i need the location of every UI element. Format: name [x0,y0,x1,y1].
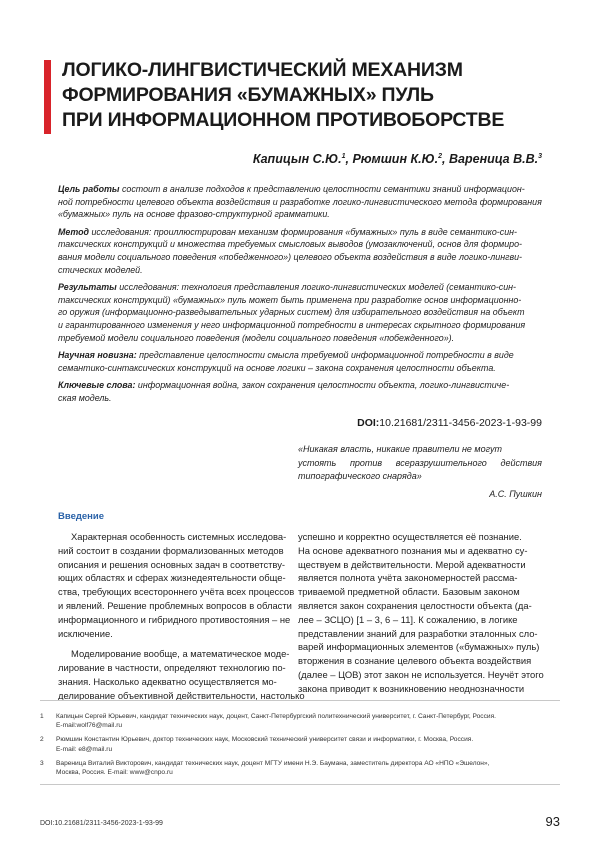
body-line: ства, требующих всестороннего учёта всех процессов [58,586,295,598]
abstract-label: Метод [58,226,90,237]
body-line: делирование объективной действительности, настолько [58,689,305,701]
author-footnote-ref: 1 [341,152,346,160]
article-title [62,58,562,133]
footnote-text: Вареница Виталий Викторович, кандидат технических наук, доцент МГТУ имени Н.Э. Баумана, заместитель директора АО «НПО «Эшелон», [56,759,490,767]
footnote-text: E-mail: e8@mail.ru [56,745,113,753]
epigraph-word: против [349,457,383,468]
abstract-text: исследования: технология представления логико-лингвистических моделей (семантико-син- [116,282,516,293]
body-line: закона приводит к возникновению неоднозначности [298,682,525,694]
footnotes [40,712,560,782]
abstract-text: «бумажных» пуль на основе фразово-структурной грамматики. [58,209,330,220]
body-line: ющих областях и сферах жизнедеятельности обще- [58,572,286,584]
epigraph-word: действия [500,457,542,468]
body-line: информационного и гибридного противостояния – не [58,613,291,625]
body-line: Характерная особенность системных исследова- [58,531,287,542]
author-separator: , [442,152,449,166]
abstract-label: Результаты [58,282,117,293]
body-line: лее – ЗСЦО) [1 – 3, 6 – 11]. К сожалению, в логике [298,613,518,625]
footnote-number: 3 [40,759,44,767]
abstract-label: Научная новизна: [58,350,137,361]
title-line: ЛОГИКО-ЛИНГВИСТИЧЕСКИЙ МЕХАНИЗМ [62,59,463,81]
epigraph-line: «Никакая власть, никакие правители не могут [298,444,503,454]
body-column-left [58,530,305,703]
body-line: является закон сохранения целостности объекта (да- [298,599,532,611]
footnote-divider [40,700,560,701]
body-line: представлении знаний для разработки эталонных сло- [298,627,538,639]
footnote [40,735,560,753]
footnote-text: Капицын Сергей Юрьевич, кандидат технических наук, доцент, Санкт-Петербургский политехнический университет, г. Санкт-Петербург, Россия. [56,713,496,720]
footnote-number: 2 [40,736,44,744]
abstract [58,183,543,405]
epigraph-line [298,457,542,471]
body-line: ществуем в действительности. Мерой адекватности [298,558,526,570]
article-doi [357,417,542,429]
body-line: является полнота учёта закономерностей рассма- [298,572,518,584]
body-column-right [298,530,543,696]
abstract-text: таксических конструкций) «бумажных» пуль может быть применена при разработке основ информационно- [58,294,522,305]
footnote [40,712,560,730]
footnote-text: E-mail:wolf76@mail.ru [56,722,123,730]
abstract-text: семантико-синтаксических конструкций на основе логики – закона сохранения целостности объекта. [58,362,496,373]
abstract-text: таксических конструкций и множества требуемых смысловых выводов (умозаключений, основ для формиро- [58,239,522,250]
abstract-method [58,226,543,276]
body-line: варей информационных элементов («бумажных» пуль) [298,641,540,653]
title-accent-bar [44,60,51,134]
epigraph-line: типографического снаряда» [298,471,422,481]
abstract-novelty [58,349,543,374]
body-line: Моделирование вообще, а математическое моде- [58,648,290,660]
epigraph-author: А.С. Пушкин [489,488,542,499]
footer-doi: DOI:10.21681/2311-3456-2023-1-93-99 [40,820,163,827]
abstract-label: Ключевые слова: [58,380,136,391]
abstract-text: ной потребности целевого объекта воздействия и разработке логико-лингвистического метода формирования [58,196,542,207]
authors-line [253,152,542,166]
body-line: вторжения в сознание целевого объекта воздействия [298,655,532,667]
footnote-number: 1 [40,713,44,720]
abstract-label: Цель работы [58,184,120,194]
footer-divider [40,784,560,785]
author-name: Вареница В.В. [449,152,539,166]
page-number: 93 [545,814,560,829]
abstract-text: представление целостности смысла требуемой информационной потребности в виде [136,350,514,361]
section-heading: Введение [58,511,105,522]
body-line: исключение. [58,627,113,639]
abstract-text: информационная война, закон сохранения целостности объекта, логико-лингвистиче- [135,380,510,391]
footnote-text: Рюмшин Константин Юрьевич, доктор технических наук, Московский технический университет связи и информатики, г. Москва, Россия. [56,736,474,744]
abstract-keywords [58,379,543,404]
body-line: На основе адекватного познания мы и адекватно су- [298,544,528,556]
abstract-goal [58,183,543,221]
epigraph-word: всеразрушительного [395,457,487,468]
author-separator: , [345,152,353,166]
epigraph [298,443,542,501]
body-line: триваемой предметной области. Базовым законом [298,586,520,598]
body-line: описания и решения основных задач в соответству- [58,558,286,570]
body-line: (далее – ЦОВ) этот закон не используется. Неучёт этого [298,668,544,680]
abstract-text: ская модель. [58,392,112,403]
abstract-text: го оружия (информационно-разведывательных ударных систем) для избирательного воздействия на объект [58,307,525,318]
title-line: ПРИ ИНФОРМАЦИОННОМ ПРОТИВОБОРСТВЕ [62,109,505,131]
doi-value: 10.21681/2311-3456-2023-1-93-99 [379,417,542,429]
abstract-results [58,281,543,344]
abstract-text: и гарантированного изменения у него информационной потребности в интересах скрытного формирования [58,319,526,330]
epigraph-word: устоять [298,457,337,468]
abstract-text: вания модели социального поведения «победженного») целевого объекта воздействия в виде логико-лингви- [58,251,523,262]
author-footnote-ref: 2 [438,152,443,160]
author-name: Капицын С.Ю. [252,152,342,166]
footnote-text: Москва, Россия. E-mail: www@cnpo.ru [56,769,173,777]
body-line: ний состоит в создании формализованных методов [58,544,284,556]
body-line: успешно и корректно осуществляется её познание. [298,531,522,542]
body-line: лирование в частности, определяют технологию по- [58,662,286,674]
abstract-text: исследования: проиллюстрирован механизм формирования «бумажных» пуль в виде семантико-син- [89,226,517,237]
abstract-text: состоит в анализе подходов к представлению целостности семантики знаний информацион- [119,184,525,194]
abstract-text: требуемой модели социального поведения (модели социального поведения «побежденного»). [58,332,455,343]
body-line: и явлений. Решение проблемных вопросов в области [58,599,292,611]
body-line: знания. Насколько адекватно осуществляется мо- [58,675,277,687]
doi-label: DOI: [357,417,380,429]
footnote [40,759,560,777]
abstract-text: стических моделей. [58,264,143,275]
author-footnote-ref: 3 [538,152,542,160]
author-name: Рюмшин К.Ю. [352,152,439,166]
title-line: ФОРМИРОВАНИЯ «БУМАЖНЫХ» ПУЛЬ [62,84,434,106]
